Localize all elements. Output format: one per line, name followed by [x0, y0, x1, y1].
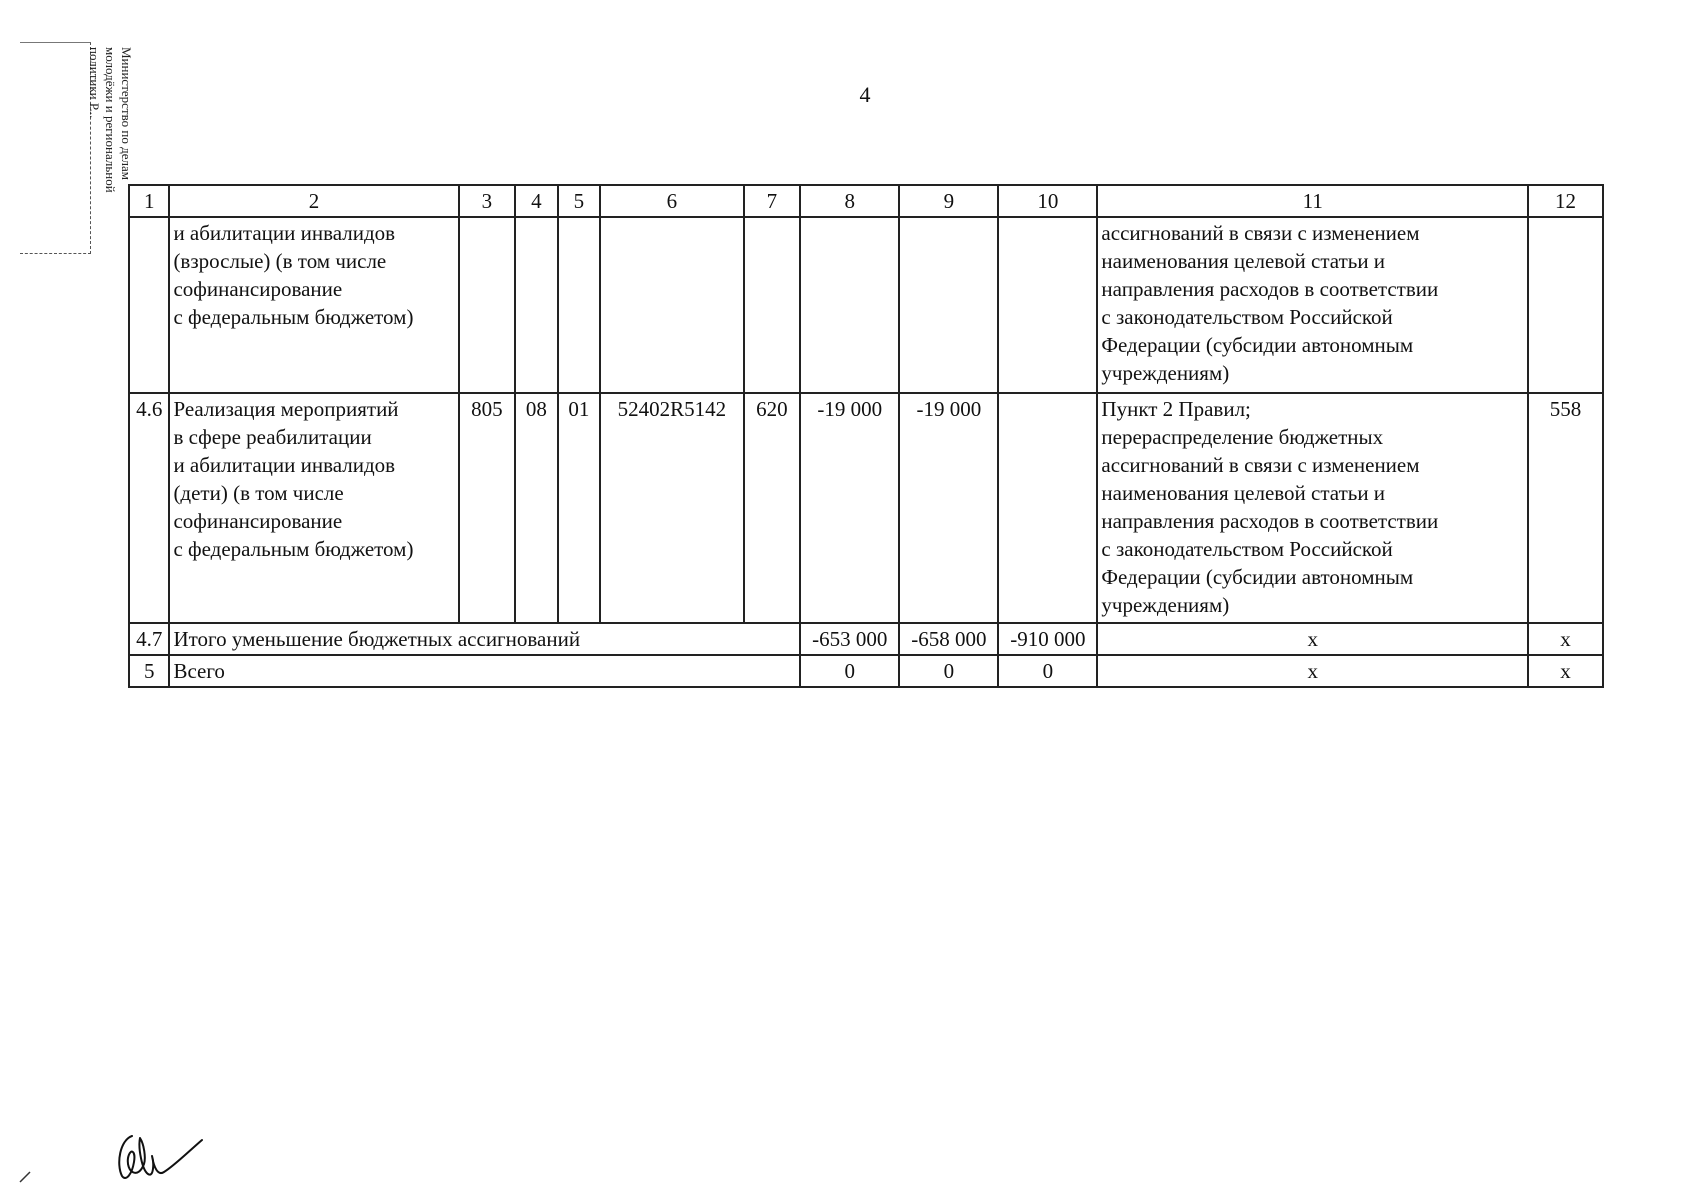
page-number: 4	[859, 82, 871, 107]
code-6	[600, 217, 744, 393]
header-col-10: 10	[998, 185, 1097, 217]
basis-text: х	[1097, 623, 1528, 655]
handwritten-signature	[110, 1118, 210, 1188]
item-name: Реализация мероприятий в сфере реабилитации и абилитации инвалидов (дети) (в том числе софинансирование с федеральным бюджетом)	[169, 393, 458, 623]
amount-8: 0	[800, 655, 899, 687]
row-number: 5	[129, 655, 169, 687]
amount-10: 0	[998, 655, 1097, 687]
col-12-value	[1528, 217, 1603, 393]
header-col-8: 8	[800, 185, 899, 217]
pen-mark	[18, 1168, 34, 1184]
header-col-11: 11	[1097, 185, 1528, 217]
stamp-text: Министерство по делам молодёжи и региональной политики Р...	[87, 47, 134, 193]
code-6: 52402R5142	[600, 393, 744, 623]
table-header-row	[129, 185, 1603, 217]
table-row	[129, 217, 1603, 393]
amount-9: 0	[899, 655, 998, 687]
amount-10	[998, 217, 1097, 393]
header-col-3: 3	[459, 185, 516, 217]
amount-9: -658 000	[899, 623, 998, 655]
amount-9	[899, 217, 998, 393]
table-row-total	[129, 655, 1603, 687]
header-col-9: 9	[899, 185, 998, 217]
code-5: 01	[558, 393, 600, 623]
header-col-7: 7	[744, 185, 801, 217]
table-row	[129, 393, 1603, 623]
code-7: 620	[744, 393, 801, 623]
code-5	[558, 217, 600, 393]
registration-stamp	[20, 42, 134, 254]
header-col-1: 1	[129, 185, 169, 217]
code-4: 08	[515, 393, 557, 623]
total-label: Всего	[169, 655, 800, 687]
code-3: 805	[459, 393, 516, 623]
subtotal-label: Итого уменьшение бюджетных ассигнований	[169, 623, 800, 655]
col-12-value: х	[1528, 655, 1603, 687]
amount-8	[800, 217, 899, 393]
basis-text: Пункт 2 Правил; перераспределение бюджетных ассигнований в связи с изменением наименования целевой статьи и направления расходов в соответствии с законодательством Российской Федерации (субсидии автономным учреждениям)	[1097, 393, 1528, 623]
header-col-4: 4	[515, 185, 557, 217]
amount-10	[998, 393, 1097, 623]
header-col-5: 5	[558, 185, 600, 217]
amount-8: -653 000	[800, 623, 899, 655]
col-12-value: 558	[1528, 393, 1603, 623]
budget-allocation-table	[128, 184, 1604, 688]
table-row-subtotal	[129, 623, 1603, 655]
header-col-6: 6	[600, 185, 744, 217]
item-name: и абилитации инвалидов (взрослые) (в том числе софинансирование с федеральным бюджетом)	[169, 217, 458, 393]
col-12-value: х	[1528, 623, 1603, 655]
basis-text: х	[1097, 655, 1528, 687]
amount-8: -19 000	[800, 393, 899, 623]
row-number: 4.7	[129, 623, 169, 655]
header-col-12: 12	[1528, 185, 1603, 217]
basis-text: ассигнований в связи с изменением наименования целевой статьи и направления расходов в соответствии с законодательством Российской Федерации (субсидии автономным учреждениям)	[1097, 217, 1528, 393]
code-4	[515, 217, 557, 393]
header-col-2: 2	[169, 185, 458, 217]
row-number	[129, 217, 169, 393]
row-number: 4.6	[129, 393, 169, 623]
code-7	[744, 217, 801, 393]
code-3	[459, 217, 516, 393]
amount-9: -19 000	[899, 393, 998, 623]
amount-10: -910 000	[998, 623, 1097, 655]
